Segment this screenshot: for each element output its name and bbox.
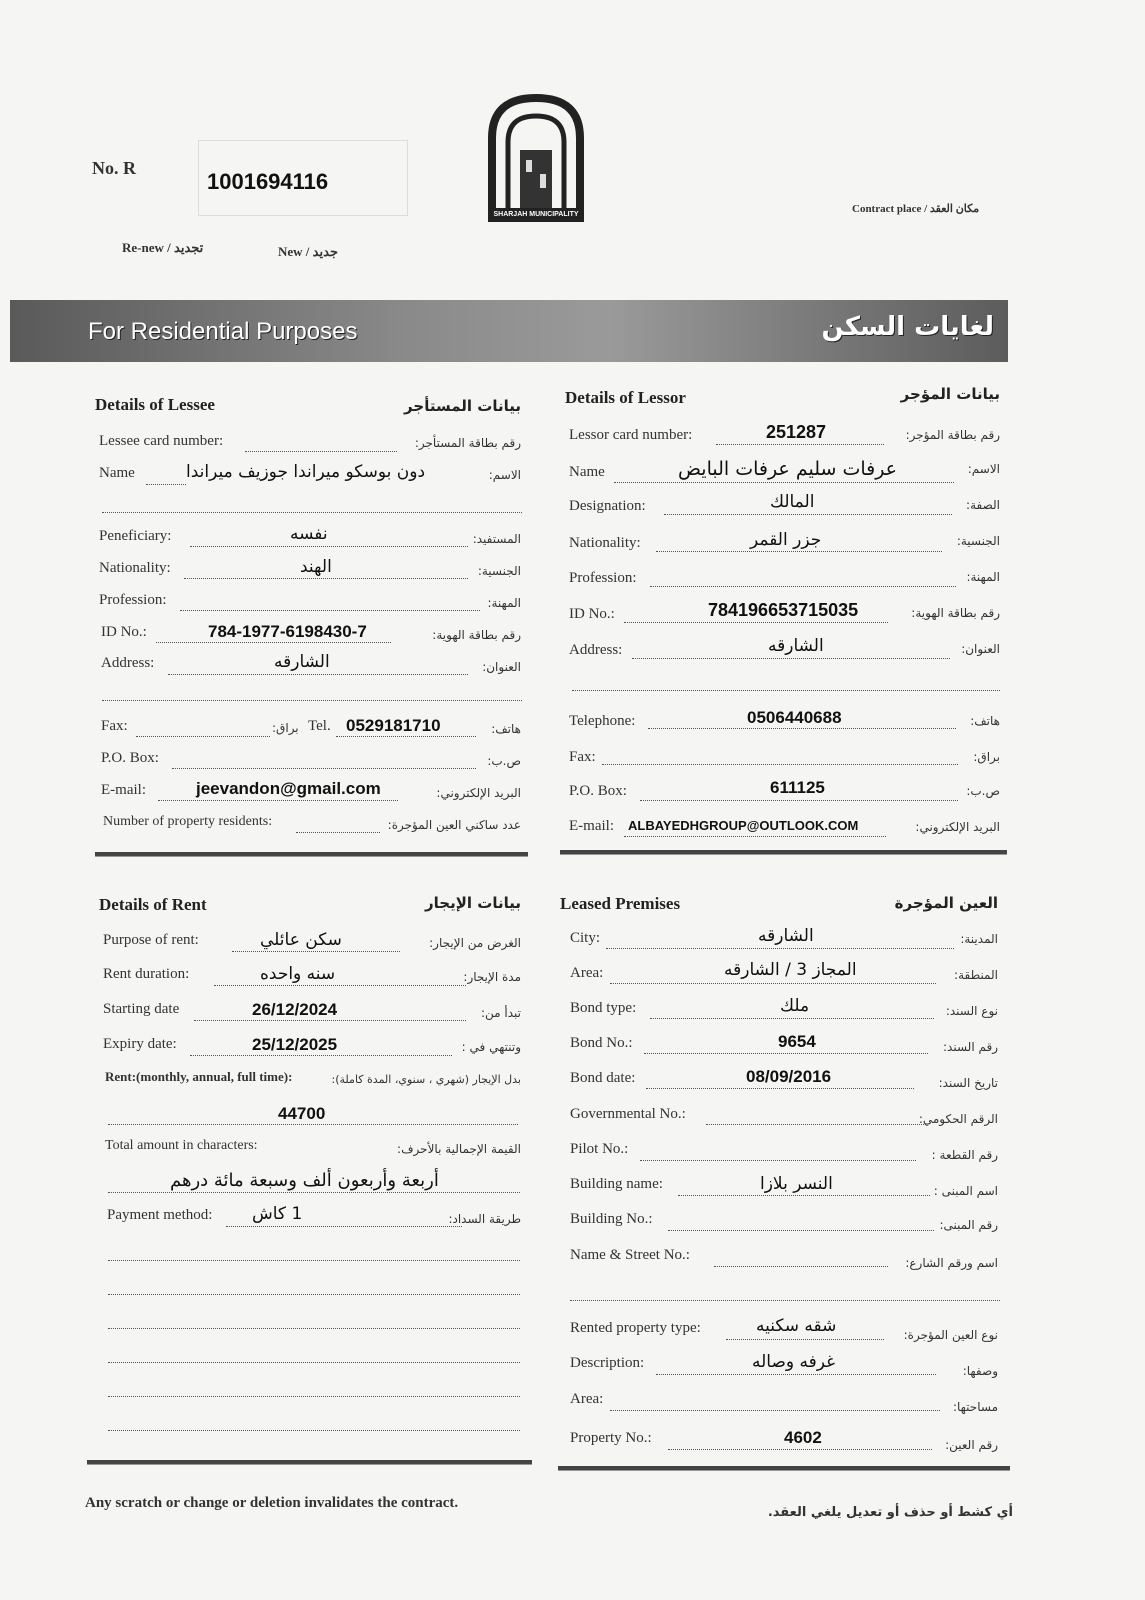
rent-expiry-label-ar: وتنتهي في : xyxy=(461,1040,521,1054)
lessee-section-rule xyxy=(95,852,528,857)
lessee-beneficiary-value: نفسه xyxy=(290,524,328,544)
premises-area2-label: Area: xyxy=(570,1391,604,1407)
lessor-designation-label: Designation: xyxy=(569,498,646,514)
renew-label: Re-new / تجديد xyxy=(122,240,204,255)
premises-building-name-line[interactable] xyxy=(678,1195,930,1196)
lessee-pobox-label: P.O. Box: xyxy=(101,750,159,766)
premises-prop-no-line[interactable] xyxy=(668,1449,932,1450)
lessee-id-value: 784-1977-6198430-7 xyxy=(208,622,367,641)
premises-title-ar: العين المؤجرة xyxy=(894,894,998,912)
premises-bond-type-value: ملك xyxy=(780,996,810,1016)
lessee-address-label-ar: العنوان: xyxy=(482,660,521,674)
premises-building-no-line[interactable] xyxy=(668,1230,934,1231)
rent-duration-value: سنه واحده xyxy=(260,964,336,984)
rent-duration-line[interactable] xyxy=(214,985,466,986)
lessee-profession-label: Profession: xyxy=(99,592,167,608)
lessor-email-label-ar: البريد الإلكتروني: xyxy=(915,820,1000,834)
lessee-beneficiary-label: Peneficiary: xyxy=(99,528,172,544)
sharjah-municipality-logo xyxy=(484,90,588,226)
rent-expiry-value: 25/12/2025 xyxy=(252,1035,338,1054)
lessor-nationality-line[interactable] xyxy=(656,551,942,552)
rent-total-line[interactable] xyxy=(108,1192,520,1193)
lessor-email-line[interactable] xyxy=(624,836,886,837)
premises-desc-label: Description: xyxy=(570,1355,645,1371)
lessor-fax-line[interactable] xyxy=(602,764,958,765)
premises-city-line[interactable] xyxy=(606,948,954,949)
lessor-section-rule xyxy=(560,850,1007,855)
lessor-profession-line[interactable] xyxy=(650,586,956,587)
lessee-card-label: Lessee card number: xyxy=(99,433,224,449)
rent-payment-label-ar: طريقة السداد: xyxy=(448,1212,521,1226)
lessor-address-value: الشارقه xyxy=(768,636,824,656)
lessee-fax-line[interactable] xyxy=(136,736,270,737)
lessee-nationality-line[interactable] xyxy=(184,578,468,579)
lessee-fax-label-ar: براق: xyxy=(272,721,299,735)
premises-bond-date-label-ar: تاريخ السند: xyxy=(938,1076,998,1090)
premises-desc-line[interactable] xyxy=(656,1374,936,1375)
premises-desc-value: غرفه وصاله xyxy=(752,1352,836,1372)
lessee-residents-label: Number of property residents: xyxy=(103,814,273,829)
lessee-title-ar: بيانات المستأجر xyxy=(404,397,521,415)
premises-building-name-value: النسر بلازا xyxy=(760,1174,833,1194)
premises-area2-line[interactable] xyxy=(610,1410,940,1411)
premises-gov-label: Governmental No.: xyxy=(570,1106,686,1122)
lessee-beneficiary-line[interactable] xyxy=(190,546,468,547)
premises-area-label-ar: المنطقة: xyxy=(954,968,998,982)
rent-amount-line[interactable] xyxy=(108,1124,518,1125)
premises-title: Leased Premises xyxy=(560,894,681,913)
lessor-address-label-ar: العنوان: xyxy=(961,642,1000,656)
lessor-tel-label: Telephone: xyxy=(569,713,636,729)
lessor-title: Details of Lessor xyxy=(565,388,686,407)
rent-extra-line-6[interactable] xyxy=(108,1430,520,1431)
lessee-tel-label: Tel. xyxy=(308,718,331,734)
banner-title-en: For Residential Purposes xyxy=(88,318,358,345)
lessor-name-value: عرفات سليم عرفات البايض xyxy=(678,458,898,480)
premises-city-label: City: xyxy=(570,930,601,946)
premises-bond-date-label: Bond date: xyxy=(570,1070,636,1086)
lessee-residents-label-ar: عدد ساكني العين المؤجرة: xyxy=(387,818,521,832)
premises-plot-line[interactable] xyxy=(640,1160,916,1161)
lessor-designation-value: المالك xyxy=(770,492,815,512)
lessee-email-label-ar: البريد الإلكتروني: xyxy=(436,786,521,800)
premises-street-line[interactable] xyxy=(714,1266,888,1267)
lessee-email-line[interactable] xyxy=(158,800,398,801)
lessee-card-label-ar: رقم بطاقة المستأجر: xyxy=(414,436,521,450)
rent-duration-label: Rent duration: xyxy=(103,966,190,982)
premises-building-no-label: Building No.: xyxy=(570,1211,653,1227)
lessor-title-ar: بيانات المؤجر xyxy=(900,385,1000,403)
premises-building-no-label-ar: رقم المبنى: xyxy=(939,1218,998,1232)
premises-bond-type-line[interactable] xyxy=(650,1018,934,1019)
lessor-address-line[interactable] xyxy=(632,658,950,659)
lessee-nationality-label: Nationality: xyxy=(99,560,171,576)
premises-desc-label-ar: وصفها: xyxy=(962,1364,998,1378)
lessee-nationality-value: الهند xyxy=(300,557,332,577)
premises-building-name-label-ar: اسم المبنى : xyxy=(933,1184,998,1198)
lessee-email-value: jeevandon@gmail.com xyxy=(196,779,381,798)
lessee-address-label: Address: xyxy=(101,655,155,671)
lessor-tel-line[interactable] xyxy=(648,728,956,729)
lessor-pobox-line[interactable] xyxy=(640,800,958,801)
rent-total-label: Total amount in characters: xyxy=(105,1138,258,1153)
lessee-fax-label: Fax: xyxy=(101,718,128,734)
rent-duration-label-ar: مدة الإيجار: xyxy=(463,970,521,984)
lessee-residents-line[interactable] xyxy=(296,832,380,833)
lessor-designation-line[interactable] xyxy=(664,514,952,515)
lessor-pobox-label-ar: ص.ب: xyxy=(966,784,1000,798)
lessor-id-line[interactable] xyxy=(624,622,888,623)
lessor-address-label: Address: xyxy=(569,642,623,658)
rent-total-label-ar: القيمة الإجمالية بالأحرف: xyxy=(397,1142,521,1156)
premises-area-value: المجاز 3 / الشارقه xyxy=(724,960,857,980)
lessor-pobox-label: P.O. Box: xyxy=(569,783,627,799)
premises-gov-line[interactable] xyxy=(706,1124,926,1125)
premises-section-rule xyxy=(558,1466,1010,1471)
premises-bond-type-label: Bond type: xyxy=(570,1000,637,1016)
footer-note-en: Any scratch or change or deletion invalidates the contract. xyxy=(85,1495,459,1511)
rent-section-rule xyxy=(87,1460,532,1465)
premises-prop-no-value: 4602 xyxy=(784,1428,822,1447)
lessee-address-line[interactable] xyxy=(168,674,468,675)
contract-no-value: 1001694116 xyxy=(207,169,329,194)
rent-extra-line-3[interactable] xyxy=(108,1328,520,1329)
premises-bond-type-label-ar: نوع السند: xyxy=(945,1004,998,1018)
lessor-email-value: ALBAYEDHGROUP@OUTLOOK.COM xyxy=(628,818,859,833)
rent-title-ar: بيانات الإيجار xyxy=(425,894,521,912)
contract-no-label: No. R xyxy=(92,158,136,178)
lessor-address-line2[interactable] xyxy=(572,690,1000,691)
premises-plot-label-ar: رقم القطعة : xyxy=(931,1148,998,1162)
rent-title: Details of Rent xyxy=(99,895,207,914)
lessee-id-label: ID No.: xyxy=(101,624,147,640)
banner xyxy=(10,300,1008,362)
lessee-address-value: الشارقه xyxy=(274,652,330,672)
premises-bond-no-label: Bond No.: xyxy=(570,1035,633,1051)
banner-title-ar: لغايات السكن xyxy=(821,312,994,342)
rent-purpose-label-ar: الغرض من الإيجار: xyxy=(429,936,521,950)
rent-amount-value: 44700 xyxy=(278,1104,326,1123)
lessor-card-line[interactable] xyxy=(716,444,884,445)
contract-no-box xyxy=(198,140,408,216)
premises-type-value: شقه سكنيه xyxy=(756,1316,837,1336)
premises-plot-label: Pilot No.: xyxy=(570,1141,629,1157)
premises-street-label: Name & Street No.: xyxy=(570,1247,690,1263)
rent-start-label: Starting date xyxy=(103,1001,180,1017)
lessor-profession-label-ar: المهنة: xyxy=(966,570,1000,584)
lessee-title: Details of Lessee xyxy=(95,395,215,414)
lessee-tel-value: 0529181710 xyxy=(346,716,441,735)
premises-area2-label-ar: مساحتها: xyxy=(952,1400,998,1414)
rent-purpose-line[interactable] xyxy=(232,951,400,952)
rent-extra-line-1[interactable] xyxy=(108,1260,520,1261)
premises-street-label-ar: اسم ورقم الشارع: xyxy=(905,1256,998,1270)
lessee-nationality-label-ar: الجنسية: xyxy=(477,564,521,578)
rent-amount-label-ar: بدل الإيجار (شهري ، سنوي، المدة كاملة): xyxy=(331,1073,521,1086)
rent-extra-line-4[interactable] xyxy=(108,1362,520,1363)
rent-payment-label: Payment method: xyxy=(107,1207,213,1223)
lessor-name-line[interactable] xyxy=(614,482,954,483)
lessee-card-line[interactable] xyxy=(245,451,397,452)
premises-bond-date-value: 08/09/2016 xyxy=(746,1067,832,1086)
lessee-name-label-ar: الاسم: xyxy=(488,468,521,482)
lessee-address-line2[interactable] xyxy=(102,700,522,701)
lessor-designation-label-ar: الصفة: xyxy=(966,498,1000,512)
lessee-email-label: E-mail: xyxy=(101,782,146,798)
lessor-fax-label: Fax: xyxy=(569,749,596,765)
premises-bond-no-line[interactable] xyxy=(644,1053,928,1054)
premises-street-line2[interactable] xyxy=(570,1300,1000,1301)
lessee-pobox-line[interactable] xyxy=(172,768,476,769)
premises-city-label-ar: المدينة: xyxy=(960,932,998,946)
lessee-name-label: Name xyxy=(99,465,135,481)
lessor-card-label: Lessor card number: xyxy=(569,427,693,443)
premises-type-line[interactable] xyxy=(726,1339,884,1340)
premises-bond-date-line[interactable] xyxy=(646,1088,914,1089)
rent-purpose-value: سكن عائلي xyxy=(260,930,342,950)
rent-expiry-label: Expiry date: xyxy=(103,1036,177,1052)
premises-type-label: Rented property type: xyxy=(570,1320,701,1336)
lessor-id-label: ID No.: xyxy=(569,606,615,622)
premises-gov-label-ar: الرقم الحكومي: xyxy=(918,1112,998,1126)
premises-area-line[interactable] xyxy=(610,983,936,984)
rent-start-label-ar: تبدأ من: xyxy=(480,1006,521,1020)
logo-caption: SHARJAH MUNICIPALITY xyxy=(493,211,579,218)
premises-area-label: Area: xyxy=(570,965,604,981)
lessor-id-label-ar: رقم بطاقة الهوية: xyxy=(911,606,1000,620)
lessor-fax-label-ar: براق: xyxy=(973,750,1000,764)
rent-extra-line-2[interactable] xyxy=(108,1294,520,1295)
rent-amount-label: Rent:(monthly, annual, full time): xyxy=(105,1069,293,1084)
lessor-name-label-ar: الاسم: xyxy=(967,462,1000,476)
lessee-name-line2[interactable] xyxy=(102,512,522,513)
premises-prop-no-label: Property No.: xyxy=(570,1430,652,1446)
lessee-id-label-ar: رقم بطاقة الهوية: xyxy=(432,628,521,642)
new-label: New / جديد xyxy=(278,244,338,259)
lessor-pobox-value: 611125 xyxy=(770,778,825,797)
premises-city-value: الشارقه xyxy=(758,926,814,946)
municipality-emblem-icon xyxy=(484,90,588,226)
lessee-profession-line[interactable] xyxy=(180,610,480,611)
premises-prop-no-label-ar: رقم العين: xyxy=(945,1438,998,1452)
rent-extra-line-5[interactable] xyxy=(108,1396,520,1397)
premises-bond-no-value: 9654 xyxy=(778,1032,816,1051)
rent-payment-line[interactable] xyxy=(226,1226,462,1227)
lessee-name-value: دون بوسكو ميراندا جوزيف ميراندا xyxy=(186,462,426,482)
lessor-name-label: Name xyxy=(569,464,605,480)
lessee-tel-line[interactable] xyxy=(336,736,476,737)
lessee-beneficiary-label-ar: المستفيد: xyxy=(472,532,521,546)
premises-building-name-label: Building name: xyxy=(570,1176,663,1192)
lessee-id-line[interactable] xyxy=(156,642,391,643)
lessee-profession-label-ar: المهنة: xyxy=(487,596,521,610)
lessor-card-value: 251287 xyxy=(766,422,827,442)
lessee-name-line[interactable] xyxy=(146,484,186,485)
rent-purpose-label: Purpose of rent: xyxy=(103,932,199,948)
rent-payment-value: 1 كاش xyxy=(252,1204,303,1224)
lessor-nationality-label-ar: الجنسية: xyxy=(956,534,1000,548)
premises-type-label-ar: نوع العين المؤجرة: xyxy=(903,1328,998,1342)
rent-start-line[interactable] xyxy=(194,1020,466,1021)
lessor-id-value: 784196653715035 xyxy=(708,600,859,620)
rent-expiry-line[interactable] xyxy=(190,1055,452,1056)
contract-place-label: Contract place / مكان العقد xyxy=(852,203,980,215)
lessor-tel-value: 0506440688 xyxy=(747,708,842,727)
lessor-nationality-value: جزر القمر xyxy=(750,530,822,550)
lessee-tel-label-ar: هاتف: xyxy=(491,722,521,736)
lessor-profession-label: Profession: xyxy=(569,570,637,586)
rent-start-value: 26/12/2024 xyxy=(252,1000,338,1019)
lessee-pobox-label-ar: ص.ب: xyxy=(487,754,521,768)
rent-total-value: أربعة وأربعون ألف وسبعة مائة درهم xyxy=(170,1170,439,1191)
lessor-card-label-ar: رقم بطاقة المؤجر: xyxy=(905,428,1000,442)
lessor-nationality-label: Nationality: xyxy=(569,535,641,551)
premises-bond-no-label-ar: رقم السند: xyxy=(943,1040,998,1054)
lessor-tel-label-ar: هاتف: xyxy=(970,714,1000,728)
lessor-email-label: E-mail: xyxy=(569,818,614,834)
footer-note-ar: أي كشط أو حذف أو تعديل يلغي العقد. xyxy=(767,1505,1013,1520)
